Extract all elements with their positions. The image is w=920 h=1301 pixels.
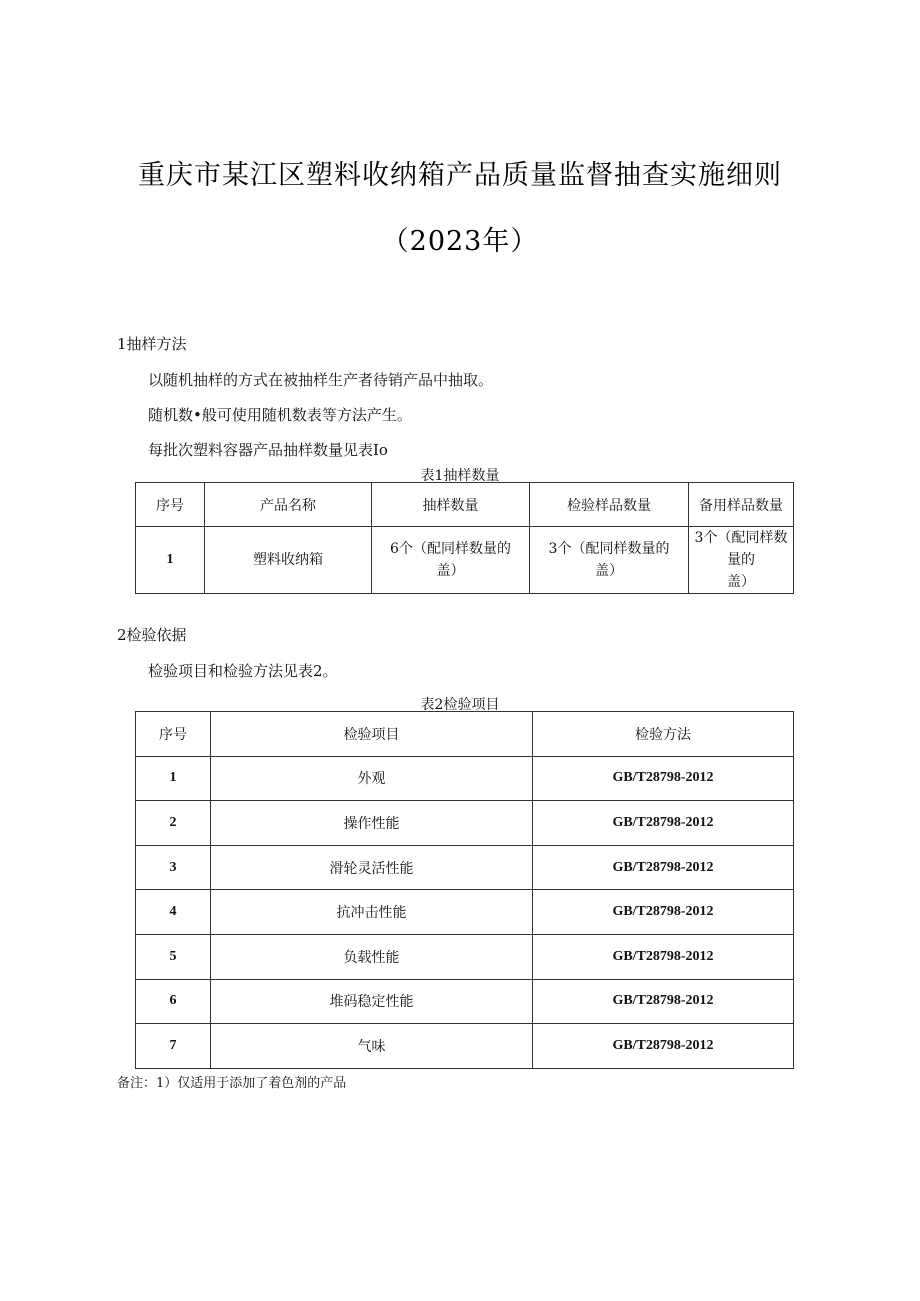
sample-quantity-line1: 6个（配同样数量的 — [390, 541, 511, 557]
table-row — [136, 527, 794, 594]
inspection-item: 气味 — [211, 1024, 533, 1069]
inspection-method: GB/T28798-2012 — [533, 890, 794, 935]
document-subtitle: （2023年） — [381, 226, 539, 257]
backup-quantity-line2: 盖） — [727, 574, 755, 590]
document-title: 重庆市某江区塑料收纳箱产品质量监督抽查实施细则 — [138, 160, 782, 191]
row-number: 7 — [136, 1024, 211, 1069]
table2-caption: 表2检验项目 — [420, 697, 500, 713]
test-quantity-line1: 3个（配同样数量的 — [548, 541, 670, 557]
inspection-method: GB/T28798-2012 — [533, 979, 794, 1024]
header-cell: 序号 — [136, 712, 211, 757]
section2-paragraph-1: 检验项目和检验方法见表2。 — [148, 662, 338, 680]
table-row — [136, 979, 794, 1024]
test-quantity-line2: 盖） — [595, 563, 623, 579]
table-row — [136, 934, 794, 979]
header-cell: 序号 — [136, 483, 205, 527]
product-name: 塑料收纳箱 — [205, 527, 372, 594]
section1-heading: 1抽样方法 — [117, 335, 187, 353]
table1-caption: 表1抽样数量 — [420, 468, 500, 484]
table-header-row — [136, 483, 794, 527]
header-cell: 备用样品数量 — [689, 483, 794, 527]
row-number: 4 — [136, 890, 211, 935]
sample-quantity-cell — [372, 527, 530, 594]
table-header-row — [136, 712, 794, 757]
test-quantity-cell — [530, 527, 689, 594]
inspection-item: 滑轮灵活性能 — [211, 845, 533, 890]
header-cell: 产品名称 — [205, 483, 372, 527]
inspection-method: GB/T28798-2012 — [533, 934, 794, 979]
inspection-method: GB/T28798-2012 — [533, 845, 794, 890]
row-number: 2 — [136, 801, 211, 846]
section1-paragraph-3: 每批次塑料容器产品抽样数量见表Io — [148, 441, 388, 459]
table-row — [136, 801, 794, 846]
table-row — [136, 845, 794, 890]
backup-quantity-line1: 3个（配同样数量的 — [694, 530, 788, 568]
table-row — [136, 756, 794, 801]
row-number: 3 — [136, 845, 211, 890]
header-cell: 检验方法 — [533, 712, 794, 757]
row-number: 1 — [136, 756, 211, 801]
inspection-method: GB/T28798-2012 — [533, 801, 794, 846]
footnote: 备注：1）仅适用于添加了着色剂的产品 — [117, 1076, 347, 1091]
header-cell: 检验样品数量 — [530, 483, 689, 527]
backup-quantity-cell — [689, 527, 794, 594]
inspection-method: GB/T28798-2012 — [533, 756, 794, 801]
header-cell: 检验项目 — [211, 712, 533, 757]
inspection-item: 负载性能 — [211, 934, 533, 979]
inspection-items-table — [135, 711, 794, 1069]
inspection-item: 堆码稳定性能 — [211, 979, 533, 1024]
inspection-item: 操作性能 — [211, 801, 533, 846]
inspection-method: GB/T28798-2012 — [533, 1024, 794, 1069]
table-row — [136, 1024, 794, 1069]
row-number: 6 — [136, 979, 211, 1024]
inspection-item: 抗冲击性能 — [211, 890, 533, 935]
row-number: 1 — [136, 527, 205, 594]
row-number: 5 — [136, 934, 211, 979]
sampling-quantity-table — [135, 482, 794, 594]
section2-heading: 2检验依据 — [117, 626, 187, 644]
header-cell: 抽样数量 — [372, 483, 530, 527]
section1-paragraph-1: 以随机抽样的方式在被抽样生产者待销产品中抽取。 — [148, 371, 494, 389]
table-row — [136, 890, 794, 935]
section1-paragraph-2: 随机数•般可使用随机数表等方法产生。 — [148, 406, 412, 424]
sample-quantity-line2: 盖） — [436, 563, 465, 579]
inspection-item: 外观 — [211, 756, 533, 801]
